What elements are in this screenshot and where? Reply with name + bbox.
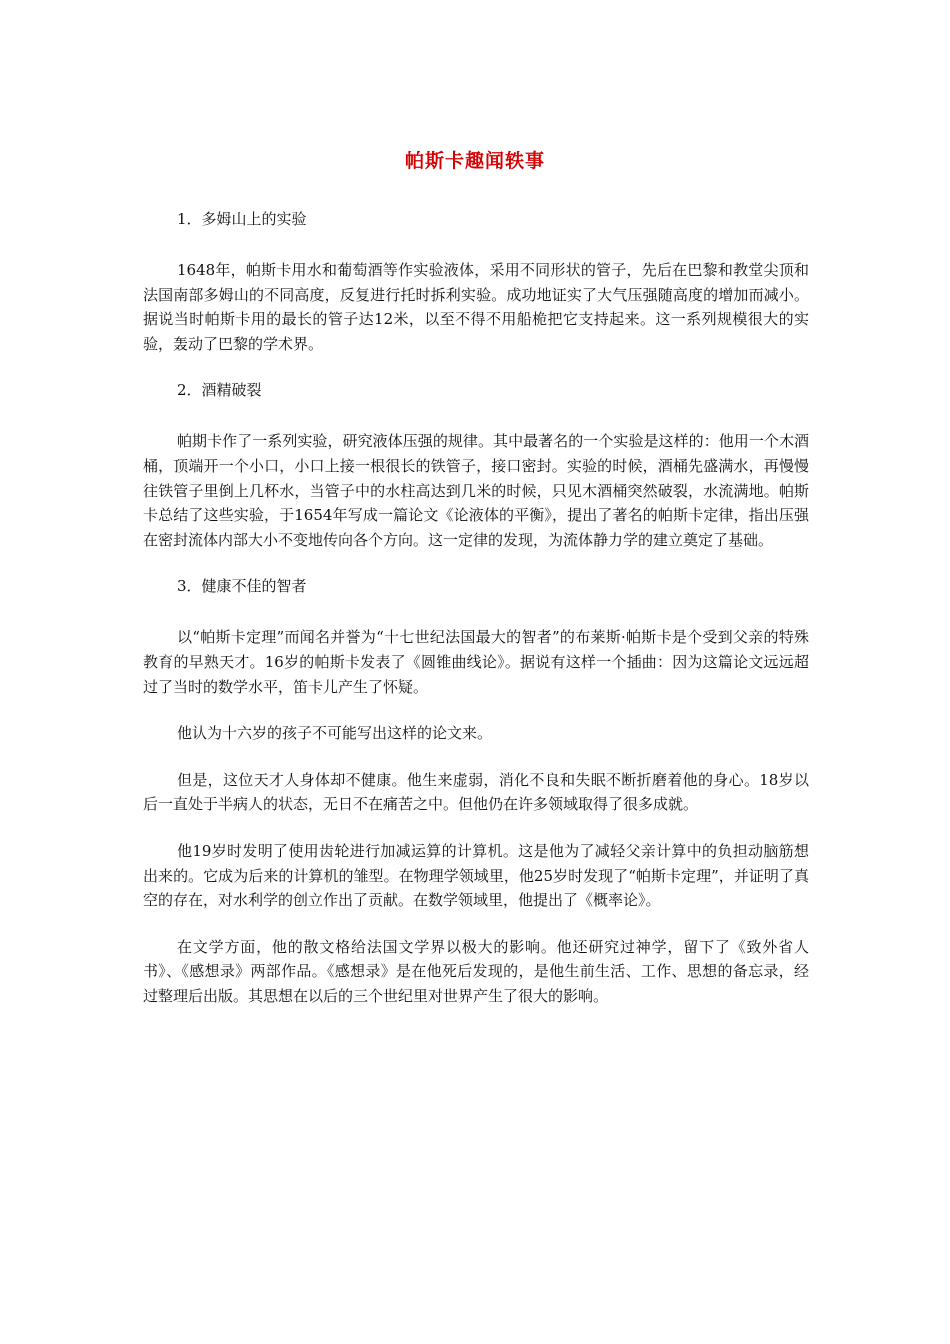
document-title: 帕斯卡趣闻轶事 xyxy=(404,150,545,172)
section-3-paragraph-4: 他19岁时发明了使用齿轮进行加减运算的计算机。这是他为了减轻父亲计算中的负担动脑筋想出来的。它成为后来的计算机的雏型。在物理学领域里，他25岁时发现了“帕斯卡定理”，并证明了真空的存在，对水利学的创立作出了贡献。在数学领域里，他提出了《概率论》。 xyxy=(143,841,809,910)
section-3-paragraph-3: 但是，这位天才人身体却不健康。他生来虚弱，消化不良和失眠不断折磨着他的身心。18岁以后一直处于半病人的状态，无日不在痛苦之中。但他仍在许多领域取得了很多成就。 xyxy=(143,770,809,814)
section-1-paragraph-1: 1648年，帕斯卡用水和葡萄酒等作实验液体，采用不同形状的管子，先后在巴黎和教堂尖顶和法国南部多姆山的不同高度，反复进行托时拆利实验。成功地证实了大气压强随高度的增加而减小。据说当时帕斯卡用的最长的管子达12米，以至不得不用船桅把它支持起来。这一系列规模很大的实验，轰动了巴黎的学术界。 xyxy=(143,261,809,353)
section-3-paragraph-1: 以“帕斯卡定理”而闻名并誉为“十七世纪法国最大的智者”的布莱斯·帕斯卡是个受到父亲的特殊教育的早熟天才。16岁的帕斯卡发表了《圆锥曲线论》。据说有这样一个插曲：因为这篇论文远远超过了当时的数学水平，笛卡儿产生了怀疑。 xyxy=(143,628,809,696)
section-3-paragraph-2: 他认为十六岁的孩子不可能写出这样的论文来。 xyxy=(177,724,493,743)
section-heading-2: 2．酒精破裂 xyxy=(177,381,262,400)
section-heading-1: 1．多姆山上的实验 xyxy=(177,210,307,228)
section-2-paragraph-1: 帕期卡作了一系列实验，研究液体压强的规律。其中最著名的一个实验是这样的：他用一个木酒桶，顶端开一个小口，小口上接一根很长的铁管子，接口密封。实验的时候，酒桶先盛满水，再慢慢往铁管子里倒上几杯水，当管子中的水柱高达到几米的时候，只见木酒桶突然破裂，水流满地。帕斯卡总结了这些实验，于1654年写成一篇论文《论液体的平衡》，提出了著名的帕斯卡定律，指出压强在密封流体内部大小不变地传向各个方向。这一定律的发现，为流体静力学的建立奠定了基础。 xyxy=(143,432,809,549)
section-heading-3: 3．健康不佳的智者 xyxy=(177,577,307,596)
document-body xyxy=(143,207,809,1030)
section-3-paragraph-5: 在文学方面，他的散文格给法国文学界以极大的影响。他还研究过神学，留下了《致外省人书》、《感想录》两部作品。《感想录》是在他死后发现的，是他生前生活、工作、思想的备忘录，经过整理后出版。其思想在以后的三个世纪里对世界产生了很大的影响。 xyxy=(143,937,809,1005)
